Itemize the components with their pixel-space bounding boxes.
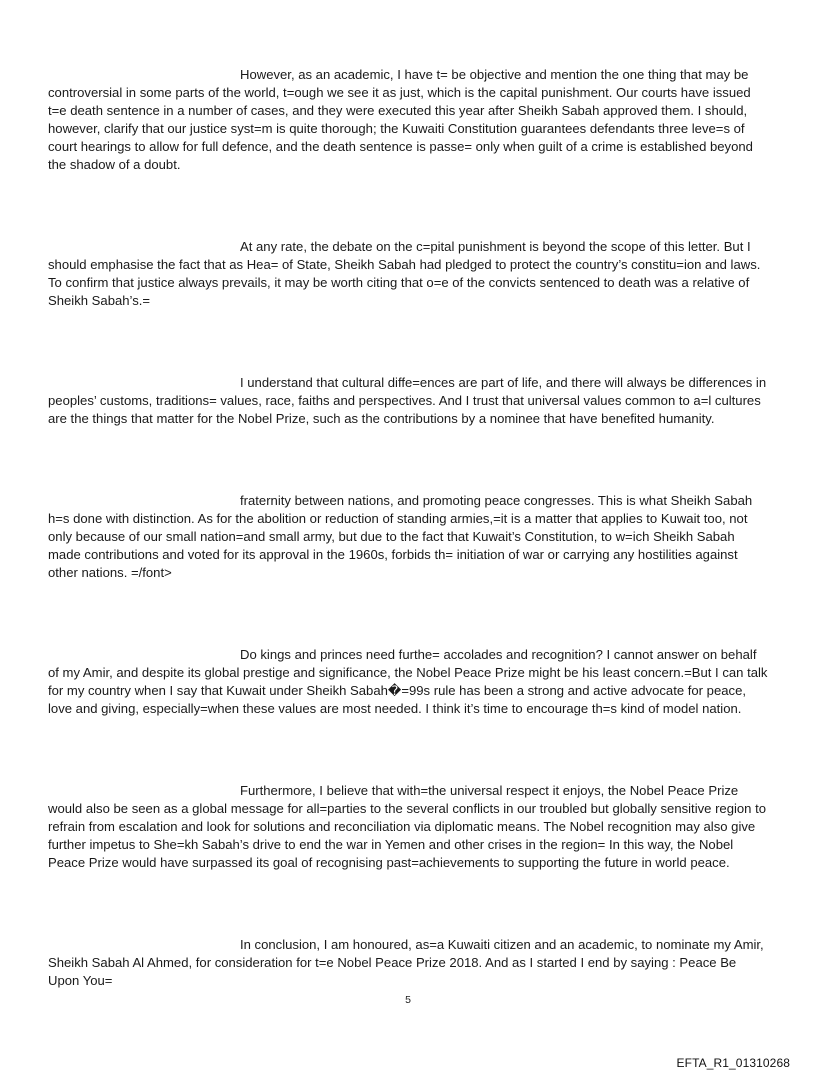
document-id-stamp: EFTA_R1_01310268 <box>676 1056 790 1070</box>
paragraph-conclusion: In conclusion, I am honoured, as=a Kuwaiti citizen and an academic, to nominate my Amir, Sheikh Sabah Al Ahmed, for consideration for t=e Nobel Peace Prize 2018. And as I started I end by saying : Peace Be Upon You= <box>48 937 764 988</box>
paragraph-justice-prevails: At any rate, the debate on the c=pital punishment is beyond the scope of this letter. But I should emphasise the fact that as Hea= of State, Sheikh Sabah had pledged to protect the country’s constitu=ion and laws. To confirm that justice always prevails, it may be worth citing that o=e of the convicts sentenced to death was a relative of Sheikh Sabah’s.= <box>48 239 761 308</box>
paragraph-capital-punishment: However, as an academic, I have t= be objective and mention the one thing that may be controversial in some parts of the world, t=ough we see it as just, which is the capital punishment. Our courts have issued t=e death sentence in a number of cases, and they were executed this year after Sheikh Sabah approved them. I should, however, clarify that our justice syst=m is quite thorough; the Kuwaiti Constitution guarantees defendants three leve=s of court hearings to allow for full defence, and the death sentence is passe= only when guilt of a crime is established beyond the shadow of a doubt. <box>48 67 753 172</box>
paragraph-fraternity-nations: fraternity between nations, and promoting peace congresses. This is what Sheikh Sabah h=s done with distinction. As for the abolition or reduction of standing armies,=it is a matter that applies to Kuwait too, not only because of our small nation=and small army, but due to the fact that Kuwait’s Constitution, to w=ich Sheikh Sabah made contributions and voted for its approval in the 1960s, forbids th= initiation of war or carrying any hostilities against other nations. =/font> <box>48 493 753 580</box>
paragraph-global-message: Furthermore, I believe that with=the universal respect it enjoys, the Nobel Peace Prize would also be seen as a global message for all=parties to the several conflicts in our troubled but globally sensitive region to refrain from escalation and look for solutions and reconciliation via diplomatic means. The Nobel recognition may also give further impetus to She=kh Sabah’s drive to end the war in Yemen and other crises in the region= In this way, the Nobel Peace Prize would have surpassed its goal of recognising past=achievements to supporting the future in world peace. <box>48 783 767 870</box>
paragraph-cultural-differences: I understand that cultural diffe=ences are part of life, and there will always be differences in peoples’ customs, traditions= values, race, faiths and perspectives. And I trust that universal values common to a=l cultures are the things that matter for the Nobel Prize, such as the contributions by a nominee that have benefited humanity. <box>48 375 767 426</box>
paragraph-kings-princes: Do kings and princes need furthe= accolades and recognition? I cannot answer on behalf of my Amir, and despite its global prestige and significance, the Nobel Peace Prize might be his least concern.=But I can talk for my country when I say that Kuwait under Sheikh Sabah�=99s rule has been a strong and active advocate for peace, love and giving, especially=when these values are most needed. I think it’s time to encourage th=s kind of model nation. <box>48 647 768 716</box>
document-body <box>48 66 770 990</box>
page-number: 5 <box>405 994 411 1006</box>
